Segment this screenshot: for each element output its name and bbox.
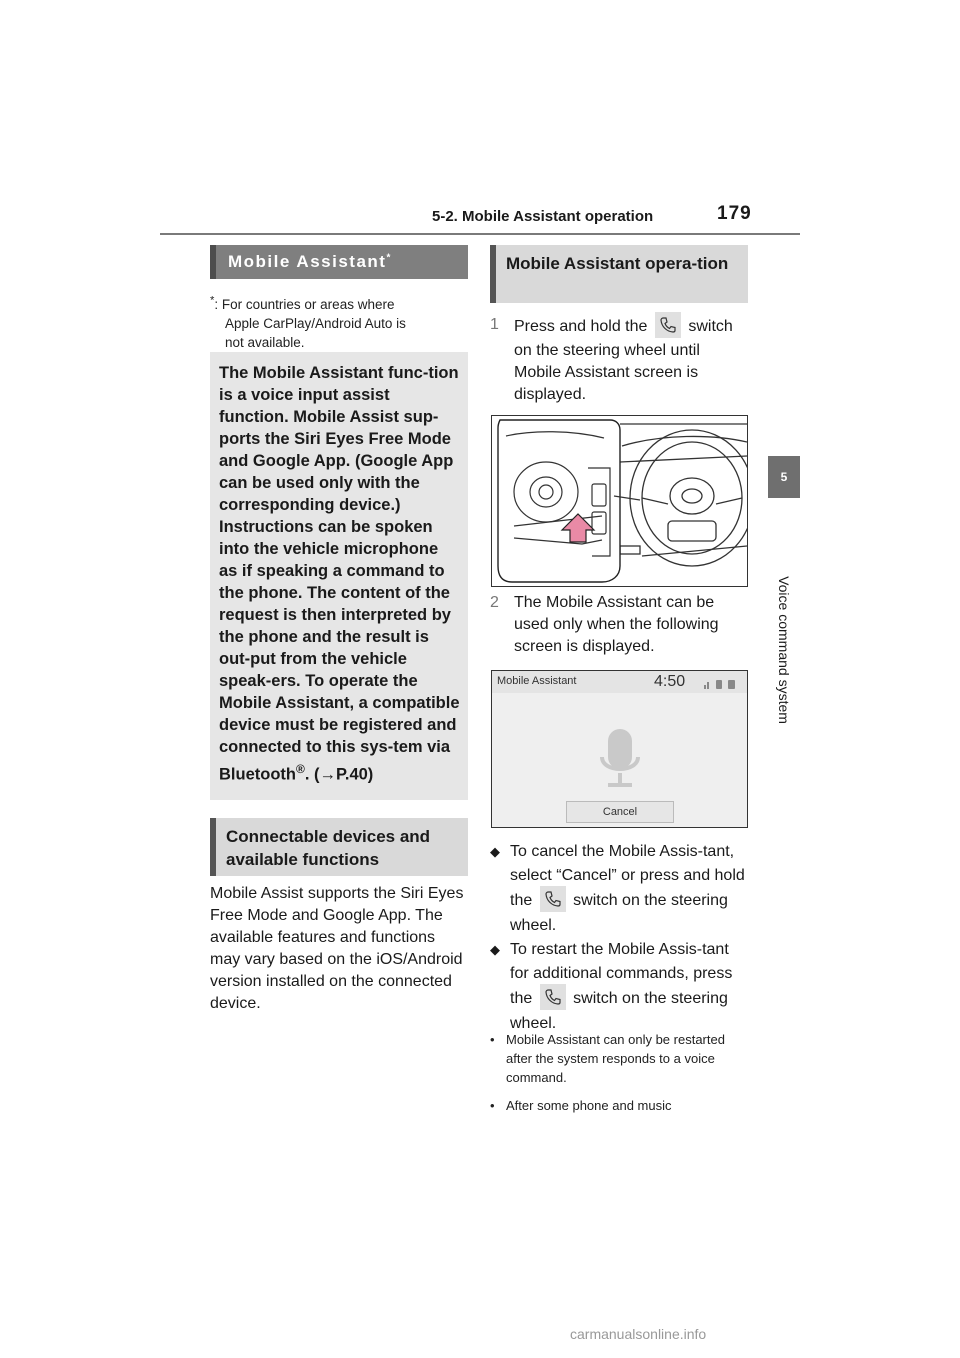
note-1: • Mobile Assistant can only be restarted after the system responds to a voice command. [490,1030,748,1087]
step-2 [490,592,748,658]
footnote-line-2: Apple CarPlay/Android Auto is [225,315,406,331]
screen-time: 4:50 [654,673,686,690]
bullet-restart [490,938,750,1036]
chapter-number-tab: 5 [768,456,800,498]
bullet-restart-text-b: switch on the steering wheel. [510,990,728,1032]
bullet-diamond-icon: ◆ [490,942,500,957]
footnote-line-1: : For countries or areas where [214,296,395,312]
phone-icon [540,984,566,1010]
steering-wheel-illustration [491,415,748,587]
header-divider [160,233,800,235]
bullet-cancel-text-b: switch on the steering wheel. [510,892,728,934]
connectable-devices-heading: Connectable devices and available functions [210,818,468,876]
availability-footnote [210,291,468,352]
footnote-line-3: not available. [225,334,305,350]
note-2-text: After some phone and music [506,1098,672,1113]
status-icons [704,677,742,695]
phone-icon [540,886,566,912]
page-number: 179 [717,203,752,224]
bullet-restart-text-a: To restart the Mobile Assis-tant for additional commands, press the [510,941,733,1008]
step-1 [490,314,748,406]
connectable-devices-paragraph: Mobile Assist supports the Siri Eyes Free Mode and Google App. The available features and functions may vary based on the iOS/Android version installed on the connected device. [210,885,464,1012]
step-2-number: 2 [490,594,499,611]
intro-box [210,352,468,800]
note-2: • After some phone and music [490,1096,748,1115]
chapter-title-tab [768,560,800,740]
heading-asterisk: * [386,252,392,264]
note-1-text: Mobile Assistant can only be restarted after the system responds to a voice command. [506,1032,725,1085]
bullet-diamond-icon: ◆ [490,844,500,859]
mobile-assistant-heading [210,245,468,279]
cancel-button[interactable]: Cancel [566,801,674,823]
phone-icon [655,312,681,338]
page-reference-link[interactable]: . (→P.40) [304,765,374,784]
footnote-asterisk: * [210,294,215,306]
screen-title: Mobile Assistant [497,675,577,687]
operation-heading: Mobile Assistant opera-tion [490,245,748,303]
step-1-number: 1 [490,316,499,333]
section-title: 5-2. Mobile Assistant operation [432,208,654,225]
microphone-icon [600,729,640,798]
registered-mark: ® [295,762,305,776]
watermark: carmanualsonline.info [570,1326,707,1342]
step-1-text-a: Press and hold the [514,318,648,336]
intro-text: The Mobile Assistant func-tion is a voice input assist function. Mobile Assist sup-ports the Siri Eyes Free Mode and Google App. (Google App can be used only with the corresponding device.) Instructions can be spoken into the vehicle microphone as if speaking a command to the phone. The content of the request is then interpreted by the phone and the result is out-put from the vehicle speak-ers. To operate the Mobile Assistant, a compatible device must be registered and connected to this sys-tem via Bluetooth [219,364,460,784]
bullet-cancel [490,840,750,938]
mobile-assistant-screen [491,670,748,828]
step-1-text-b: switch on the steering wheel until Mobile Assistant screen is displayed. [514,318,733,403]
bullet-cancel-text-a: To cancel the Mobile Assis-tant, select “Cancel” or press and hold the [510,843,745,910]
step-2-text: The Mobile Assistant can be used only when the following screen is displayed. [514,594,719,655]
chapter-title: Voice command system [776,576,792,724]
heading-text: Mobile Assistant [228,252,387,271]
